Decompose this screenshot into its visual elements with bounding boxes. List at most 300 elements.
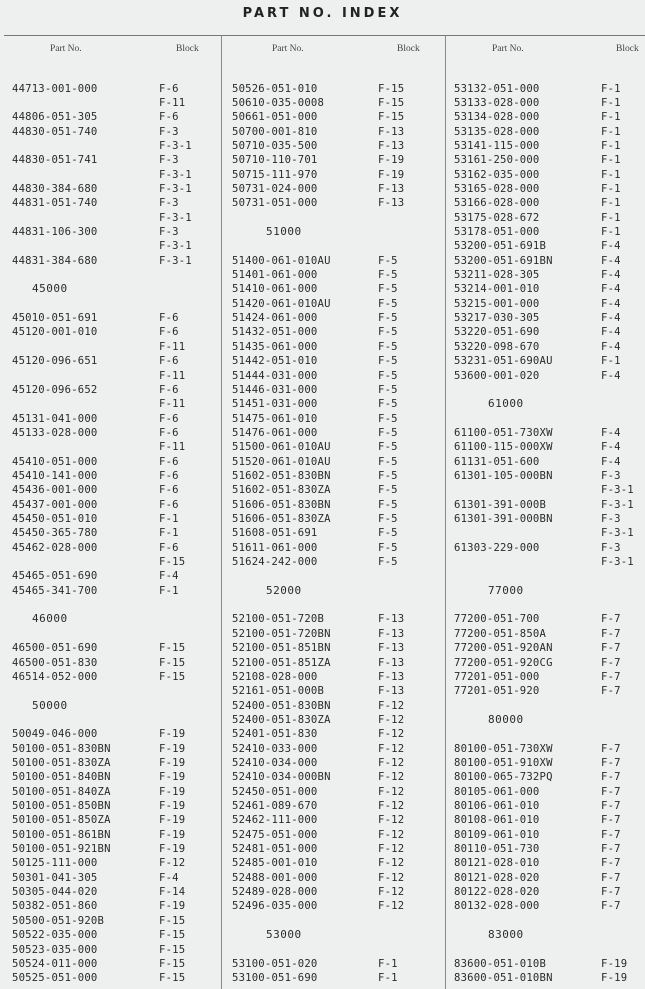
index-row — [12, 813, 220, 827]
block-ref: F-12 — [378, 699, 405, 712]
part-number: 83600-051-010BN — [454, 972, 553, 985]
index-row — [454, 139, 645, 153]
part-number: 45450-365-780 — [12, 527, 98, 540]
index-row — [12, 756, 220, 770]
part-number: 53132-051-000 — [454, 82, 540, 95]
block-ref: F-19 — [159, 742, 186, 755]
index-row — [232, 742, 444, 756]
part-number: 53135-028-000 — [454, 125, 540, 138]
part-number: 50301-041-305 — [12, 871, 98, 884]
index-row — [12, 397, 220, 411]
block-ref: F-15 — [159, 656, 186, 669]
part-number: 50100-051-861BN — [12, 828, 111, 841]
part-number: 45133-028-000 — [12, 426, 98, 439]
part-number: 50731-051-000 — [232, 197, 318, 210]
block-ref: F-5 — [378, 312, 398, 325]
index-row — [232, 727, 444, 741]
block-ref: F-4 — [601, 369, 621, 382]
index-row — [232, 412, 444, 426]
index-row — [454, 440, 645, 454]
block-ref: F-12 — [378, 814, 405, 827]
index-row — [232, 842, 444, 856]
block-ref: F-15 — [159, 556, 186, 569]
part-number: 44830-051-741 — [12, 154, 98, 167]
block-ref: F-6 — [159, 326, 179, 339]
block-ref: F-5 — [378, 398, 398, 411]
index-row — [12, 512, 220, 526]
index-row — [232, 297, 444, 311]
index-row — [12, 641, 220, 655]
index-row — [12, 383, 220, 397]
index-row — [12, 182, 220, 196]
index-row — [454, 168, 645, 182]
index-row — [454, 971, 645, 985]
index-row — [232, 871, 444, 885]
part-number: 51602-051-830BN — [232, 469, 331, 482]
index-row — [12, 885, 220, 899]
index-row — [454, 254, 645, 268]
block-ref: F-7 — [601, 785, 621, 798]
part-number: 80100-065-732PQ — [454, 771, 553, 784]
part-number: 51520-061-010AU — [232, 455, 331, 468]
part-number: 45120-096-652 — [12, 383, 98, 396]
part-number: 50100-051-830ZA — [12, 756, 111, 769]
index-row — [232, 125, 444, 139]
block-ref: F-3-1 — [601, 527, 634, 540]
part-number: 50661-051-000 — [232, 111, 318, 124]
part-number: 51432-051-000 — [232, 326, 318, 339]
block-ref: F-7 — [601, 670, 621, 683]
index-row — [454, 885, 645, 899]
index-row — [12, 526, 220, 540]
index-row — [12, 325, 220, 339]
block-header: Block — [176, 44, 199, 54]
index-row — [454, 412, 645, 426]
index-row — [12, 96, 220, 110]
index-row — [12, 569, 220, 583]
part-number: 52481-051-000 — [232, 843, 318, 856]
index-row — [12, 899, 220, 913]
index-row — [454, 627, 645, 641]
index-row — [232, 397, 444, 411]
part-number: 50500-051-920B — [12, 914, 105, 927]
part-number: 51401-061-000 — [232, 269, 318, 282]
block-ref: F-5 — [378, 340, 398, 353]
index-row — [12, 670, 220, 684]
block-ref: F-3 — [601, 513, 621, 525]
part-number: 45131-041-000 — [12, 412, 98, 425]
block-ref: F-4 — [601, 426, 621, 439]
part-number: 51442-051-010 — [232, 355, 318, 368]
part-number: 61303-229-000 — [454, 541, 540, 554]
index-row — [232, 455, 444, 469]
block-ref: F-4 — [601, 297, 621, 310]
block-ref: F-7 — [601, 656, 621, 669]
block-ref: F-15 — [159, 943, 186, 956]
index-row — [454, 641, 645, 655]
index-row — [12, 584, 220, 598]
part-number: 51446-031-000 — [232, 383, 318, 396]
block-ref: F-3-1 — [159, 240, 192, 253]
part-number: 52100-051-851BN — [232, 642, 331, 655]
part-no-header: Part No. — [492, 44, 524, 54]
index-row — [232, 541, 444, 555]
part-number: 83600-051-010B — [454, 957, 547, 970]
part-number: 61301-391-000BN — [454, 513, 553, 525]
part-number: 45465-341-700 — [12, 584, 98, 597]
block-ref: F-6 — [159, 498, 179, 511]
block-ref: F-6 — [159, 469, 179, 482]
section-heading: 77000 — [488, 583, 524, 597]
part-number: 51624-242-000 — [232, 556, 318, 569]
part-number: 50100-051-830BN — [12, 742, 111, 755]
part-number: 53231-051-690AU — [454, 355, 553, 368]
index-row — [232, 139, 444, 153]
block-ref: F-4 — [601, 283, 621, 296]
index-row — [232, 813, 444, 827]
index-row — [232, 153, 444, 167]
part-number: 52489-028-000 — [232, 886, 318, 899]
index-row — [12, 340, 220, 354]
block-ref: F-5 — [378, 484, 398, 497]
part-number: 45120-096-651 — [12, 355, 98, 368]
block-ref: F-1 — [378, 957, 398, 970]
part-number: 46514-052-000 — [12, 670, 98, 683]
part-number: 53161-250-000 — [454, 154, 540, 167]
index-row — [12, 770, 220, 784]
block-ref: F-1 — [159, 584, 179, 597]
index-row — [454, 153, 645, 167]
column-divider — [445, 35, 446, 989]
index-row — [232, 369, 444, 383]
part-number: 44806-051-305 — [12, 111, 98, 124]
part-number: 51444-031-000 — [232, 369, 318, 382]
block-ref: F-11 — [159, 340, 186, 353]
part-number: 50100-051-850BN — [12, 800, 111, 812]
block-ref: F-15 — [159, 972, 186, 985]
block-ref: F-13 — [378, 627, 405, 640]
index-row — [454, 297, 645, 311]
part-number: 53178-051-000 — [454, 226, 540, 238]
block-ref: F-7 — [601, 742, 621, 755]
index-row — [12, 440, 220, 454]
index-row — [454, 426, 645, 440]
part-number: 52108-028-000 — [232, 670, 318, 683]
index-row — [454, 96, 645, 110]
index-row — [232, 168, 444, 182]
index-row — [12, 842, 220, 856]
part-number: 51420-061-010AU — [232, 297, 331, 310]
block-ref: F-4 — [601, 269, 621, 282]
block-ref: F-5 — [378, 254, 398, 267]
block-ref: F-12 — [378, 828, 405, 841]
part-number: 53220-051-690 — [454, 326, 540, 339]
block-ref: F-12 — [378, 742, 405, 755]
part-number: 50715-111-970 — [232, 168, 318, 181]
index-row — [12, 555, 220, 569]
index-row — [232, 196, 444, 210]
part-number: 45410-141-000 — [12, 469, 98, 482]
block-ref: F-5 — [378, 556, 398, 569]
part-number: 44831-051-740 — [12, 197, 98, 210]
index-row — [12, 943, 220, 957]
part-number: 45450-051-010 — [12, 513, 98, 525]
block-ref: F-4 — [159, 570, 179, 583]
index-row — [454, 842, 645, 856]
index-row — [232, 239, 444, 253]
index-column-2 — [232, 35, 444, 989]
index-row — [12, 139, 220, 153]
index-row — [232, 828, 444, 842]
index-row — [12, 483, 220, 497]
block-header: Block — [397, 44, 420, 54]
index-row — [454, 483, 645, 497]
part-number: 51606-051-830ZA — [232, 513, 331, 525]
index-row — [12, 498, 220, 512]
index-row — [454, 282, 645, 296]
part-number: 52401-051-830 — [232, 728, 318, 741]
block-ref: F-1 — [601, 182, 621, 195]
index-row — [12, 211, 220, 225]
index-row — [454, 110, 645, 124]
block-ref: F-3-1 — [159, 182, 192, 195]
index-row — [454, 785, 645, 799]
part-number: 45437-001-000 — [12, 498, 98, 511]
block-ref: F-1 — [601, 211, 621, 224]
part-number: 61100-115-000XW — [454, 441, 553, 454]
index-row — [232, 254, 444, 268]
index-row — [12, 254, 220, 268]
index-row — [12, 110, 220, 124]
block-ref: F-4 — [601, 326, 621, 339]
part-number: 53220-098-670 — [454, 340, 540, 353]
block-ref: F-11 — [159, 96, 186, 109]
index-row — [232, 699, 444, 713]
index-row — [454, 742, 645, 756]
block-ref: F-1 — [601, 96, 621, 109]
index-row — [12, 369, 220, 383]
index-row — [12, 656, 220, 670]
part-number: 50100-051-921BN — [12, 843, 111, 856]
index-row — [12, 311, 220, 325]
index-row — [232, 627, 444, 641]
block-ref: F-5 — [378, 469, 398, 482]
part-number: 52100-051-720BN — [232, 627, 331, 640]
block-ref: F-5 — [378, 369, 398, 382]
block-ref: F-12 — [378, 800, 405, 812]
block-ref: F-1 — [601, 111, 621, 124]
index-row — [232, 110, 444, 124]
section-heading: 53000 — [266, 928, 302, 942]
block-ref: F-1 — [601, 139, 621, 152]
index-row — [12, 914, 220, 928]
block-ref: F-12 — [378, 843, 405, 856]
index-row — [232, 182, 444, 196]
index-row — [12, 627, 220, 641]
index-row — [454, 957, 645, 971]
part-number: 52485-001-010 — [232, 857, 318, 870]
block-ref: F-14 — [159, 886, 186, 899]
block-ref: F-13 — [378, 670, 405, 683]
block-ref: F-19 — [159, 828, 186, 841]
block-ref: F-4 — [159, 871, 179, 884]
block-ref: F-1 — [601, 82, 621, 95]
part-number: 51451-031-000 — [232, 398, 318, 411]
part-number: 50382-051-860 — [12, 900, 98, 913]
index-row — [454, 311, 645, 325]
block-ref: F-5 — [378, 441, 398, 454]
part-number: 80100-051-730XW — [454, 742, 553, 755]
index-column-3 — [454, 35, 645, 989]
index-row — [454, 799, 645, 813]
block-ref: F-19 — [159, 800, 186, 812]
part-number: 80106-061-010 — [454, 800, 540, 812]
index-row — [454, 727, 645, 741]
part-number: 45436-001-000 — [12, 484, 98, 497]
index-row — [454, 512, 645, 526]
part-number: 53211-028-305 — [454, 269, 540, 282]
block-ref: F-13 — [378, 197, 405, 210]
page-title: PART NO. INDEX — [242, 6, 403, 21]
index-row — [454, 268, 645, 282]
index-row — [454, 239, 645, 253]
index-row — [232, 656, 444, 670]
part-number: 51424-061-000 — [232, 312, 318, 325]
part-number: 53166-028-000 — [454, 197, 540, 210]
part-number: 50731-024-000 — [232, 182, 318, 195]
part-number: 50305-044-020 — [12, 886, 98, 899]
index-row — [454, 354, 645, 368]
block-ref: F-12 — [159, 857, 186, 870]
part-number: 80100-051-910XW — [454, 756, 553, 769]
block-ref: F-13 — [378, 642, 405, 655]
index-row — [232, 96, 444, 110]
index-row — [232, 526, 444, 540]
part-number: 53162-035-000 — [454, 168, 540, 181]
index-row — [454, 498, 645, 512]
part-number: 52400-051-830BN — [232, 699, 331, 712]
section-heading: 45000 — [32, 282, 68, 296]
index-row — [12, 412, 220, 426]
part-no-header: Part No. — [272, 44, 304, 54]
index-row — [454, 612, 645, 626]
index-row — [12, 455, 220, 469]
part-number: 53133-028-000 — [454, 96, 540, 109]
column-divider — [221, 35, 222, 989]
index-row — [232, 211, 444, 225]
part-number: 53214-001-010 — [454, 283, 540, 296]
part-number: 50525-051-000 — [12, 972, 98, 985]
part-number: 51476-061-000 — [232, 426, 318, 439]
part-number: 80132-028-000 — [454, 900, 540, 913]
part-number: 80121-028-020 — [454, 871, 540, 884]
block-ref: F-1 — [601, 355, 621, 368]
index-row — [232, 569, 444, 583]
part-number: 52100-051-851ZA — [232, 656, 331, 669]
block-ref: F-4 — [601, 254, 621, 267]
index-row — [454, 211, 645, 225]
part-number: 46500-051-830 — [12, 656, 98, 669]
block-ref: F-4 — [601, 240, 621, 253]
block-ref: F-6 — [159, 355, 179, 368]
index-row — [12, 856, 220, 870]
index-row — [232, 612, 444, 626]
block-ref: F-3 — [159, 226, 179, 238]
index-row — [232, 354, 444, 368]
block-ref: F-5 — [378, 383, 398, 396]
part-number: 51602-051-830ZA — [232, 484, 331, 497]
block-ref: F-13 — [378, 656, 405, 669]
block-ref: F-7 — [601, 613, 621, 626]
index-row — [454, 756, 645, 770]
block-ref: F-13 — [378, 139, 405, 152]
index-row — [454, 469, 645, 483]
part-number: 50524-011-000 — [12, 957, 98, 970]
part-number: 45410-051-000 — [12, 455, 98, 468]
index-row — [454, 340, 645, 354]
block-ref: F-7 — [601, 800, 621, 812]
block-ref: F-3-1 — [159, 254, 192, 267]
part-number: 50100-051-840ZA — [12, 785, 111, 798]
part-number: 50125-111-000 — [12, 857, 98, 870]
index-row — [232, 268, 444, 282]
block-ref: F-1 — [601, 125, 621, 138]
part-number: 53200-051-691BN — [454, 254, 553, 267]
block-ref: F-4 — [601, 441, 621, 454]
part-number: 45010-051-691 — [12, 312, 98, 325]
index-row — [454, 125, 645, 139]
index-row — [232, 440, 444, 454]
index-row — [454, 541, 645, 555]
index-row — [232, 598, 444, 612]
index-row — [12, 196, 220, 210]
index-row — [454, 813, 645, 827]
part-number: 50526-051-010 — [232, 82, 318, 95]
part-number: 52461-089-670 — [232, 800, 318, 812]
part-number: 77200-051-700 — [454, 613, 540, 626]
part-number: 80110-051-730 — [454, 843, 540, 856]
part-number: 51400-061-010AU — [232, 254, 331, 267]
block-ref: F-19 — [601, 957, 628, 970]
block-ref: F-13 — [378, 182, 405, 195]
index-row — [232, 770, 444, 784]
part-number: 77200-051-920AN — [454, 642, 553, 655]
block-ref: F-1 — [159, 513, 179, 525]
block-ref: F-19 — [159, 728, 186, 741]
index-row — [232, 856, 444, 870]
block-ref: F-5 — [378, 269, 398, 282]
block-ref: F-7 — [601, 685, 621, 698]
index-row — [232, 498, 444, 512]
index-row — [454, 770, 645, 784]
part-number: 53200-051-691B — [454, 240, 547, 253]
block-ref: F-5 — [378, 498, 398, 511]
block-ref: F-1 — [601, 226, 621, 238]
index-row — [12, 125, 220, 139]
block-ref: F-6 — [159, 541, 179, 554]
block-ref: F-7 — [601, 871, 621, 884]
block-ref: F-12 — [378, 871, 405, 884]
block-ref: F-13 — [378, 685, 405, 698]
block-ref: F-6 — [159, 484, 179, 497]
block-ref: F-15 — [159, 670, 186, 683]
block-ref: F-7 — [601, 814, 621, 827]
part-number: 51435-061-000 — [232, 340, 318, 353]
part-number: 50523-035-000 — [12, 943, 98, 956]
index-row — [12, 469, 220, 483]
block-ref: F-3 — [159, 125, 179, 138]
index-row — [232, 899, 444, 913]
